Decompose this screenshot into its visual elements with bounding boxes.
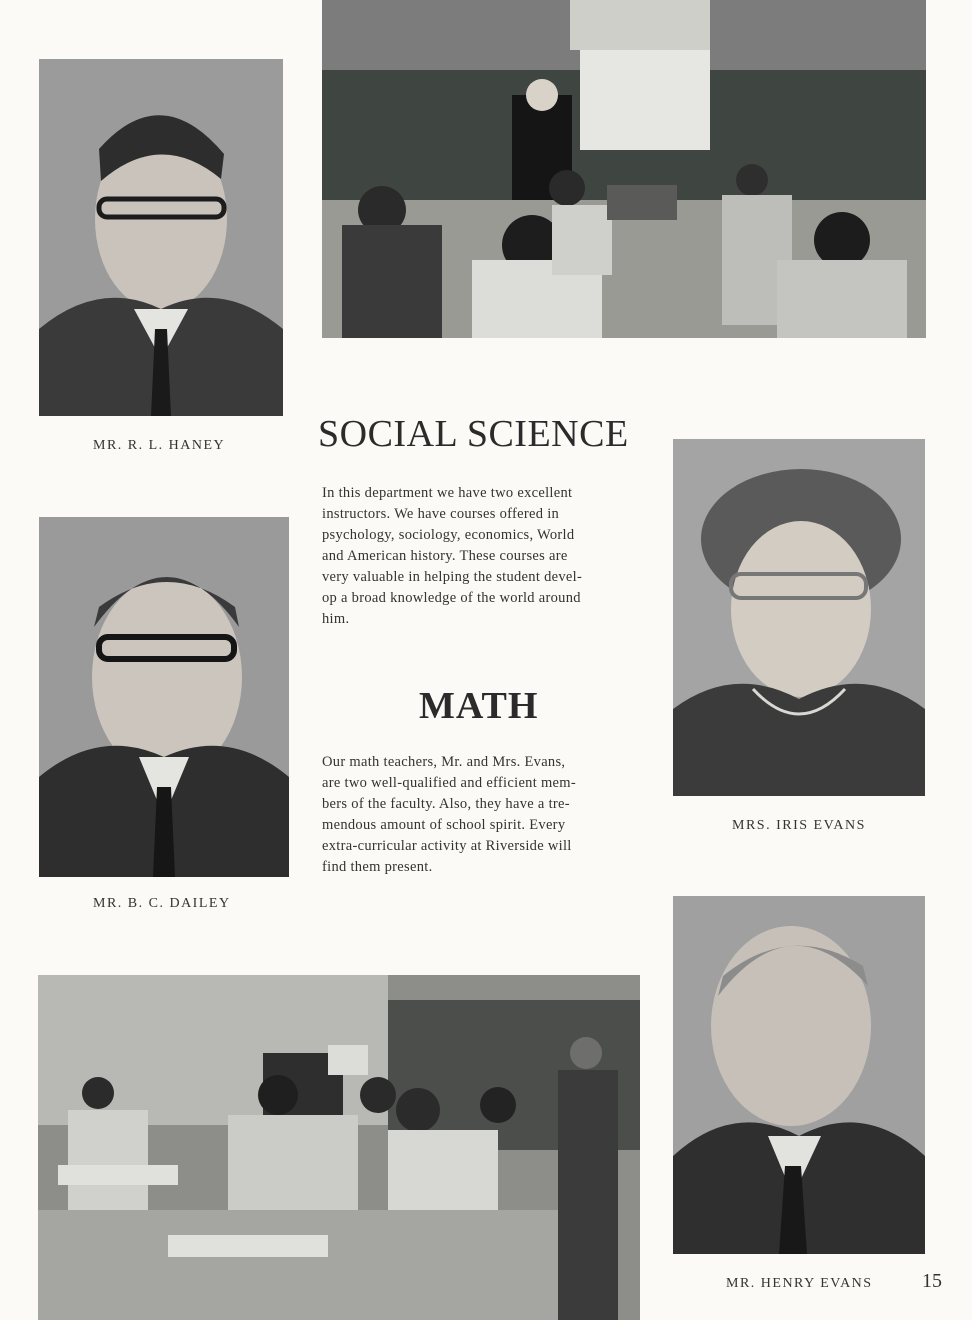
paragraph-line: op a broad knowledge of the world around [322, 590, 581, 606]
paragraph-line: and American history. These courses are [322, 548, 568, 564]
heading-social-science: SOCIAL SCIENCE [318, 413, 629, 455]
paragraph-line: bers of the faculty. Also, they have a tre- [322, 796, 570, 812]
paragraph-line: psychology, sociology, economics, World [322, 527, 575, 543]
paragraph-line: are two well-qualified and efficient mem- [322, 775, 576, 791]
classroom-photo-social-science [322, 0, 926, 338]
caption-haney: MR. R. L. HANEY [93, 438, 226, 453]
page-number: 15 [922, 1270, 942, 1292]
heading-math: MATH [419, 685, 539, 727]
math-paragraph [322, 752, 652, 878]
portrait-dailey [39, 517, 289, 877]
classroom-photo-math [38, 975, 640, 1320]
caption-henry-evans: MR. HENRY EVANS [726, 1276, 873, 1291]
paragraph-line: In this department we have two excellent [322, 485, 573, 501]
portrait-iris-evans [673, 439, 925, 796]
paragraph-line: extra-curricular activity at Riverside will [322, 838, 572, 854]
caption-dailey: MR. B. C. DAILEY [93, 896, 231, 911]
portrait-henry-evans [673, 896, 925, 1254]
paragraph-line: mendous amount of school spirit. Every [322, 817, 566, 833]
paragraph-line: Our math teachers, Mr. and Mrs. Evans, [322, 754, 566, 770]
paragraph-line: him. [322, 611, 350, 627]
caption-iris-evans: MRS. IRIS EVANS [732, 818, 866, 833]
social-science-paragraph [322, 483, 652, 630]
portrait-haney [39, 59, 283, 416]
paragraph-line: find them present. [322, 859, 433, 875]
paragraph-line: very valuable in helping the student devel- [322, 569, 583, 585]
paragraph-line: instructors. We have courses offered in [322, 506, 560, 522]
